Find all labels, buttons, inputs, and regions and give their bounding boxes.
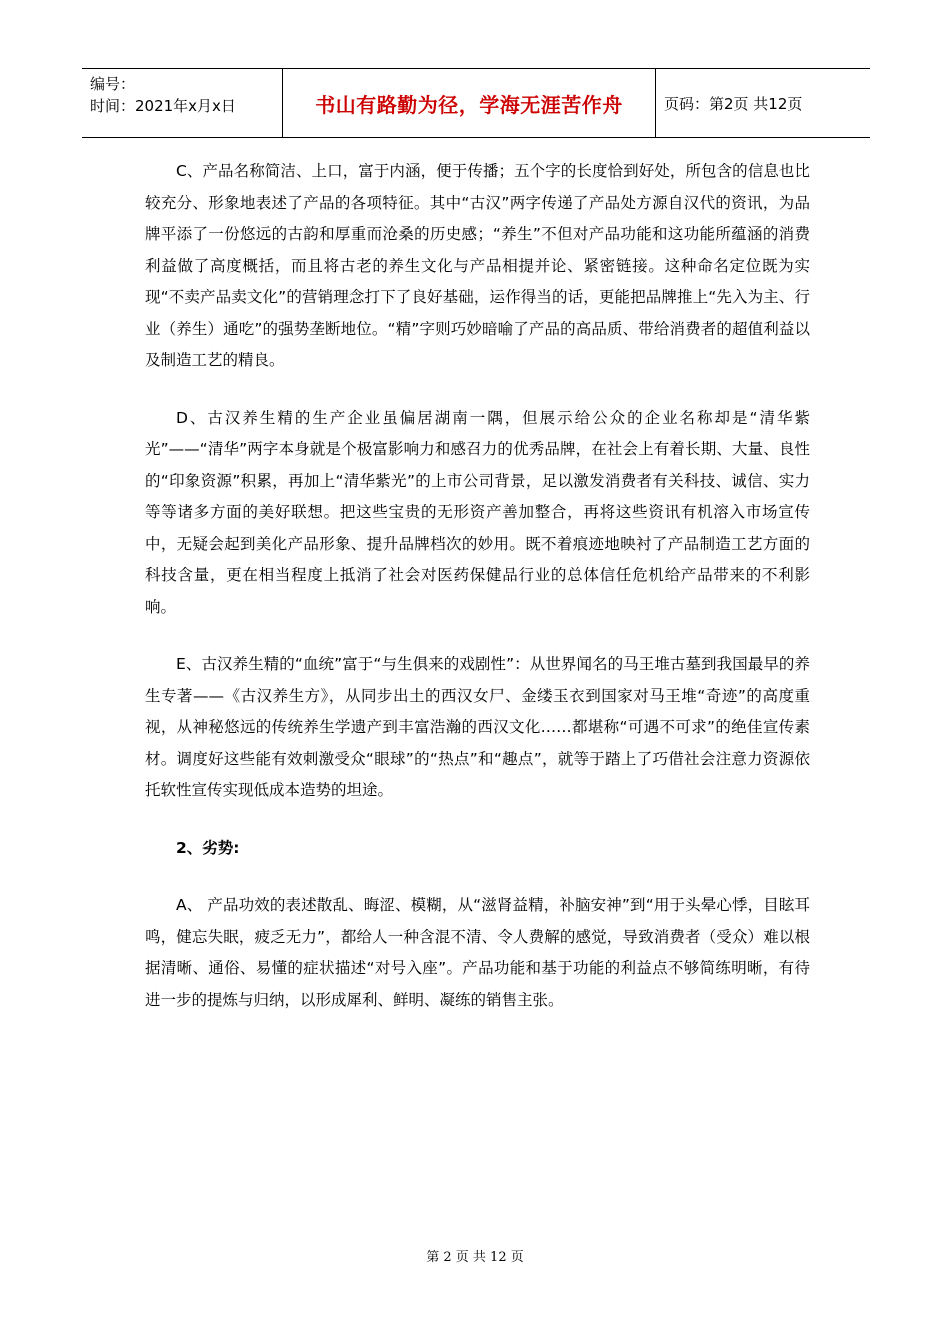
page-footer: 第 2 页 共 12 页 — [426, 1250, 524, 1265]
page-header — [82, 68, 870, 138]
header-meta — [90, 73, 280, 117]
document-body — [145, 156, 810, 1042]
paragraph-c: C、产品名称简洁、上口，富于内涵，便于传播；五个字的长度恰到好处，所包含的信息也比较充分、形象地表述了产品的各项特征。其中“古汉”两字传递了产品处方源自汉代的资讯，为品牌平添了一份悠远的古韵和厚重而沧桑的历史感；“养生”不但对产品功能和这功能所蕴涵的消费利益做了高度概括，而且将古老的养生文化与产品相提并论、紧密链接。这种命名定位既为实现“不卖产品卖文化”的营销理念打下了良好基础，运作得当的话，更能把品牌推上“先入为主、行业（养生）通吃”的强势垄断地位。“精”字则巧妙暗喻了产品的高品质、带给消费者的超值利益以及制造工艺的精良。 — [145, 162, 810, 369]
paragraph-a: A、 产品功效的表述散乱、晦涩、模糊，从“滋肾益精，补脑安神”到“用于头晕心悸，目眩耳鸣，健忘失眠，疲乏无力”，都给人一种含混不清、令人费解的感觉，导致消费者（受众）难以根据清晰、通俗、易懂的症状描述“对号入座”。产品功能和基于功能的利益点不够简练明晰，有待进一步的提炼与归纳，以形成犀利、鲜明、凝练的销售主张。 — [145, 896, 810, 1009]
paragraph-e: E、古汉养生精的“血统”富于“与生俱来的戏剧性”：从世界闻名的马王堆古墓到我国最早的养生专著——《古汉养生方》，从同步出土的西汉女尸、金缕玉衣到国家对马王堆“奇迹”的高度重视，从神秘悠远的传统养生学遗产到丰富浩瀚的西汉文化……都堪称“可遇不可求”的绝佳宣传素材。调度好这些能有效刺激受众“眼球”的“热点”和“趣点”，就等于踏上了巧借社会注意力资源依托软性宣传实现低成本造势的坦途。 — [145, 655, 810, 799]
paragraph-d: D、古汉养生精的生产企业虽偏居湖南一隅，但展示给公众的企业名称却是“清华紫光”——“清华”两字本身就是个极富影响力和感召力的优秀品牌，在社会上有着长期、大量、良性的“印象资源”积累，再加上“清华紫光”的上市公司背景，足以激发消费者有关科技、诚信、实力等等诸多方面的美好联想。把这些宝贵的无形资产善加整合，再将这些资讯有机溶入市场宣传中，无疑会起到美化产品形象、提升品牌档次的妙用。既不着痕迹地映衬了产品制造工艺方面的科技含量，更在相当程度上抵消了社会对医药保健品行业的总体信任危机给产品带来的不利影响。 — [145, 408, 810, 616]
header-divider-right — [655, 69, 656, 137]
header-motto: 书山有路勤为径，学海无涯苦作舟 — [315, 92, 623, 117]
document-number-label: 编号： — [90, 75, 136, 93]
document-date: 时间：2021年x月x日 — [90, 97, 236, 115]
header-page-info: 页码：第2页 共12页 — [664, 94, 803, 113]
section-heading-weaknesses: 2、劣势: — [176, 838, 240, 857]
